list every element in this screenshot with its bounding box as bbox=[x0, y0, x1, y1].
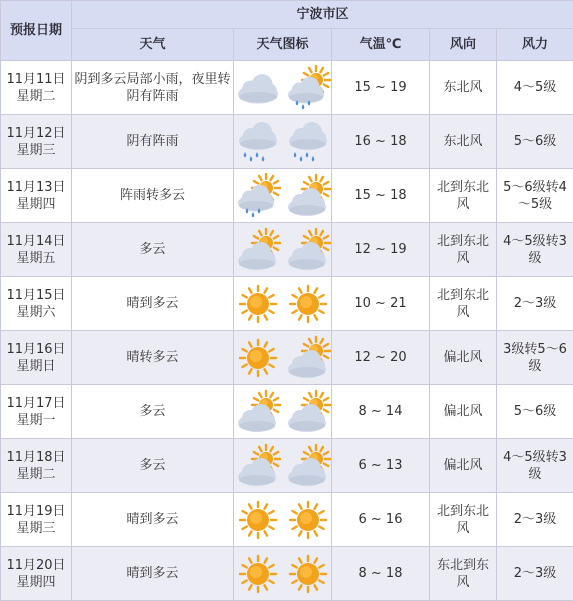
sunny-icon bbox=[285, 497, 331, 543]
weather-icon-cell bbox=[234, 493, 332, 547]
weather-icon-cell bbox=[234, 331, 332, 385]
weather-cell: 多云 bbox=[72, 223, 234, 277]
wind-direction-cell: 北到东北风 bbox=[430, 169, 497, 223]
weather-icon-cell bbox=[234, 61, 332, 115]
forecast-row bbox=[1, 547, 573, 601]
weekday-text: 星期二 bbox=[3, 88, 69, 105]
partly-cloudy-icon bbox=[235, 227, 281, 273]
forecast-row bbox=[1, 277, 573, 331]
wind-direction-cell: 北到东北风 bbox=[430, 493, 497, 547]
forecast-row bbox=[1, 169, 573, 223]
weather-icon-cell bbox=[234, 223, 332, 277]
partly-cloudy-icon bbox=[285, 389, 331, 435]
temperature-cell: 12 ~ 19 bbox=[332, 223, 430, 277]
weather-icon-cell bbox=[234, 115, 332, 169]
date-text: 11月13日 bbox=[3, 179, 69, 196]
date-text: 11月14日 bbox=[3, 233, 69, 250]
weather-cell: 晴到多云 bbox=[72, 277, 234, 331]
wind-force-cell: 5～6级 bbox=[497, 385, 573, 439]
cloud-rain-icon bbox=[285, 119, 331, 165]
sunny-icon bbox=[235, 281, 281, 327]
date-cell bbox=[1, 331, 72, 385]
wind-force-cell: 2～3级 bbox=[497, 493, 573, 547]
forecast-row bbox=[1, 61, 573, 115]
header-forecast-date: 预报日期 bbox=[1, 1, 72, 61]
date-cell bbox=[1, 385, 72, 439]
date-text: 11月12日 bbox=[3, 125, 69, 142]
weather-icon-cell bbox=[234, 385, 332, 439]
date-cell bbox=[1, 169, 72, 223]
weather-icon-cell bbox=[234, 277, 332, 331]
weekday-text: 星期一 bbox=[3, 412, 69, 429]
temperature-cell: 6 ~ 16 bbox=[332, 493, 430, 547]
temperature-cell: 12 ~ 20 bbox=[332, 331, 430, 385]
forecast-row bbox=[1, 385, 573, 439]
weekday-text: 星期五 bbox=[3, 250, 69, 267]
weather-cell: 阴到多云局部小雨，夜里转阴有阵雨 bbox=[72, 61, 234, 115]
temperature-cell: 8 ~ 18 bbox=[332, 547, 430, 601]
sunny-icon bbox=[285, 281, 331, 327]
date-text: 11月19日 bbox=[3, 503, 69, 520]
sun-cloud-rain-icon bbox=[235, 173, 281, 219]
date-text: 11月18日 bbox=[3, 449, 69, 466]
date-cell bbox=[1, 223, 72, 277]
forecast-row bbox=[1, 223, 573, 277]
temperature-cell: 8 ~ 14 bbox=[332, 385, 430, 439]
weather-cell: 多云 bbox=[72, 385, 234, 439]
wind-force-cell: 4～5级 bbox=[497, 61, 573, 115]
wind-force-cell: 5～6级 bbox=[497, 115, 573, 169]
forecast-row bbox=[1, 439, 573, 493]
header-temperature: 气温℃ bbox=[332, 29, 430, 61]
date-cell bbox=[1, 115, 72, 169]
sunny-icon bbox=[235, 497, 281, 543]
wind-direction-cell: 东北风 bbox=[430, 61, 497, 115]
temperature-cell: 15 ~ 18 bbox=[332, 169, 430, 223]
wind-force-cell: 4～5级转3级 bbox=[497, 439, 573, 493]
wind-direction-cell: 偏北风 bbox=[430, 439, 497, 493]
date-cell bbox=[1, 277, 72, 331]
partly-cloudy-icon bbox=[285, 173, 331, 219]
date-cell bbox=[1, 439, 72, 493]
cloud-rain-icon bbox=[235, 119, 281, 165]
temperature-cell: 16 ~ 18 bbox=[332, 115, 430, 169]
date-text: 11月17日 bbox=[3, 395, 69, 412]
header-weather-icon: 天气图标 bbox=[234, 29, 332, 61]
date-cell bbox=[1, 547, 72, 601]
weather-cell: 晴到多云 bbox=[72, 547, 234, 601]
cloudy-icon bbox=[235, 65, 281, 111]
partly-cloudy-icon bbox=[235, 389, 281, 435]
partly-cloudy-icon bbox=[285, 443, 331, 489]
weekday-text: 星期三 bbox=[3, 520, 69, 537]
wind-direction-cell: 东北风 bbox=[430, 115, 497, 169]
wind-force-cell: 2～3级 bbox=[497, 547, 573, 601]
forecast-row bbox=[1, 115, 573, 169]
header-wind-force: 风力 bbox=[497, 29, 573, 61]
weather-cell: 阴有阵雨 bbox=[72, 115, 234, 169]
date-cell bbox=[1, 61, 72, 115]
wind-direction-cell: 偏北风 bbox=[430, 331, 497, 385]
weather-icon-cell bbox=[234, 439, 332, 493]
weekday-text: 星期四 bbox=[3, 574, 69, 591]
sun-cloud-rain-icon bbox=[285, 65, 331, 111]
wind-force-cell: 5～6级转4～5级 bbox=[497, 169, 573, 223]
temperature-cell: 15 ~ 19 bbox=[332, 61, 430, 115]
weather-cell: 阵雨转多云 bbox=[72, 169, 234, 223]
sunny-icon bbox=[285, 551, 331, 597]
forecast-row bbox=[1, 493, 573, 547]
sunny-icon bbox=[235, 335, 281, 381]
partly-cloudy-icon bbox=[235, 443, 281, 489]
wind-force-cell: 4～5级转3级 bbox=[497, 223, 573, 277]
header-weather: 天气 bbox=[72, 29, 234, 61]
partly-cloudy-icon bbox=[285, 335, 331, 381]
weekday-text: 星期日 bbox=[3, 358, 69, 375]
weather-cell: 晴到多云 bbox=[72, 493, 234, 547]
wind-force-cell: 2～3级 bbox=[497, 277, 573, 331]
weather-icon-cell bbox=[234, 547, 332, 601]
header-city: 宁波市区 bbox=[72, 1, 573, 29]
sunny-icon bbox=[235, 551, 281, 597]
date-text: 11月15日 bbox=[3, 287, 69, 304]
wind-direction-cell: 东北到东风 bbox=[430, 547, 497, 601]
date-text: 11月11日 bbox=[3, 71, 69, 88]
weekday-text: 星期二 bbox=[3, 466, 69, 483]
forecast-row bbox=[1, 331, 573, 385]
partly-cloudy-icon bbox=[285, 227, 331, 273]
weather-cell: 多云 bbox=[72, 439, 234, 493]
wind-direction-cell: 北到东北风 bbox=[430, 277, 497, 331]
date-text: 11月20日 bbox=[3, 557, 69, 574]
wind-direction-cell: 偏北风 bbox=[430, 385, 497, 439]
header-wind-direction: 风向 bbox=[430, 29, 497, 61]
date-text: 11月16日 bbox=[3, 341, 69, 358]
wind-direction-cell: 北到东北风 bbox=[430, 223, 497, 277]
weekday-text: 星期六 bbox=[3, 304, 69, 321]
weekday-text: 星期三 bbox=[3, 142, 69, 159]
date-cell bbox=[1, 493, 72, 547]
temperature-cell: 10 ~ 21 bbox=[332, 277, 430, 331]
weather-cell: 晴转多云 bbox=[72, 331, 234, 385]
temperature-cell: 6 ~ 13 bbox=[332, 439, 430, 493]
wind-force-cell: 3级转5～6级 bbox=[497, 331, 573, 385]
weather-icon-cell bbox=[234, 169, 332, 223]
weekday-text: 星期四 bbox=[3, 196, 69, 213]
